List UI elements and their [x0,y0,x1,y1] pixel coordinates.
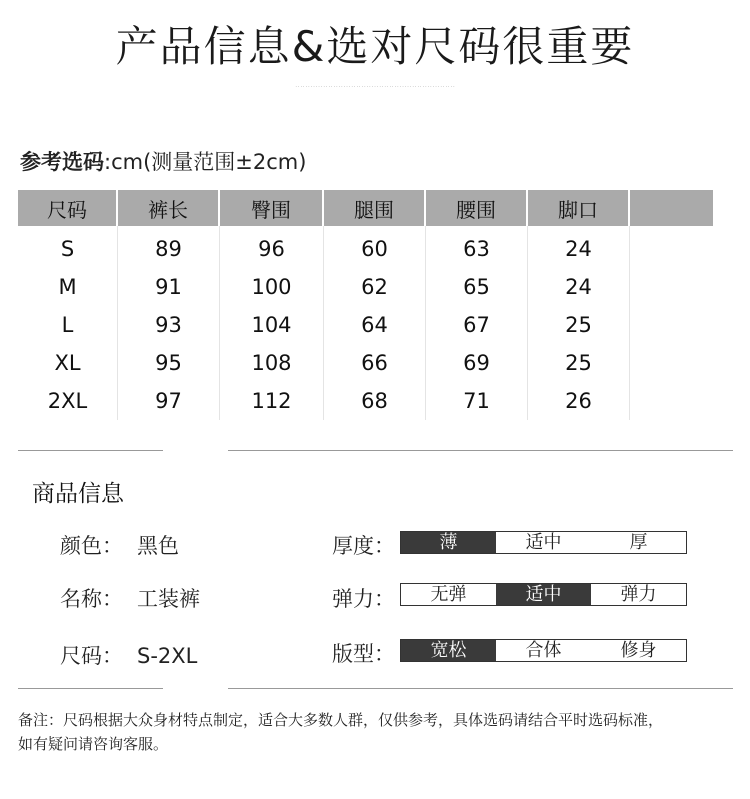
table-header-cell: 腰围 [426,190,528,226]
thickness-option: 适中 [525,532,562,553]
table-cell: 64 [324,306,426,344]
divider-right-bottom [228,688,733,689]
table-cell [630,226,713,268]
size-note-line: 备注：尺码根据大众身材特点制定，适合大多数人群，仅供参考，具体选码请结合平时选码标准， [18,711,664,729]
table-cell [630,306,713,344]
size-note-line: 如有疑问请咨询客服。 [18,735,169,753]
elasticity-scale [400,583,687,606]
elasticity-option: 无弹 [430,584,467,605]
table-header-cell: 臀围 [220,190,324,226]
table-cell [630,382,713,420]
page-title: 产品信息&选对尺码很重要 [115,22,635,71]
table-cell: 66 [324,344,426,382]
product-size-row [60,640,197,670]
size-chart-table [18,190,713,420]
table-cell: 89 [118,226,220,268]
table-header-cell [630,190,713,226]
table-header-cell: 尺码 [18,190,118,226]
fit-option: 修身 [620,640,657,661]
table-cell: 95 [118,344,220,382]
table-row [18,306,713,344]
product-color-value: 黑色 [137,534,179,558]
table-cell: L [18,306,118,344]
table-header-cell: 脚口 [528,190,630,226]
size-reference-unit: :cm(测量范围±2cm) [104,150,307,174]
table-row [18,268,713,306]
product-name-label: 名称： [60,587,123,611]
table-cell: 24 [528,268,630,306]
fit-option: 宽松 [401,640,496,661]
table-cell [630,344,713,382]
product-color-row [60,530,179,560]
thickness-scale [400,531,687,554]
elasticity-option: 弹力 [620,584,657,605]
table-header-row [18,190,713,226]
table-cell: 65 [426,268,528,306]
table-cell: 67 [426,306,528,344]
product-size-label: 尺码： [60,644,123,668]
table-cell: 93 [118,306,220,344]
table-cell: 97 [118,382,220,420]
table-cell: 71 [426,382,528,420]
table-cell: 112 [220,382,324,420]
table-cell: 25 [528,306,630,344]
table-header-cell: 裤长 [118,190,220,226]
fit-label: 版型： [332,642,395,666]
subtitle-fine-print: · · · · · · · · · · · · · · · · · · · · · · · · · · · · · · · · · · · · · · · · · · · · · · · · · · · · · · · · · · · · · · · [295,84,455,89]
table-cell: 25 [528,344,630,382]
table-cell: 100 [220,268,324,306]
table-cell: XL [18,344,118,382]
table-row [18,226,713,268]
elasticity-label: 弹力： [332,587,395,611]
product-size-value: S-2XL [137,644,198,668]
product-name-value: 工装裤 [137,587,200,611]
table-cell: 108 [220,344,324,382]
product-info-title: 商品信息 [32,481,124,507]
table-row [18,344,713,382]
table-cell: S [18,226,118,268]
size-note [18,708,738,756]
table-cell: 69 [426,344,528,382]
table-cell [630,268,713,306]
table-cell: 2XL [18,382,118,420]
divider-left-top [18,450,163,451]
product-name-row [60,583,200,613]
table-cell: M [18,268,118,306]
table-cell: 60 [324,226,426,268]
table-cell: 91 [118,268,220,306]
table-row [18,382,713,420]
table-cell: 104 [220,306,324,344]
size-reference-label [20,146,306,176]
thickness-option: 薄 [401,532,496,553]
divider-left-bottom [18,688,163,689]
table-cell: 24 [528,226,630,268]
table-cell: 63 [426,226,528,268]
thickness-label: 厚度： [332,534,395,558]
fit-scale [400,639,687,662]
size-reference-title: 参考选码 [20,150,104,174]
thickness-option: 厚 [629,532,648,553]
table-header-cell: 腿围 [324,190,426,226]
table-cell: 96 [220,226,324,268]
table-cell: 62 [324,268,426,306]
table-cell: 68 [324,382,426,420]
elasticity-option: 适中 [496,584,591,605]
table-cell: 26 [528,382,630,420]
divider-right-top [228,450,733,451]
fit-option: 合体 [525,640,562,661]
product-color-label: 颜色： [60,534,123,558]
